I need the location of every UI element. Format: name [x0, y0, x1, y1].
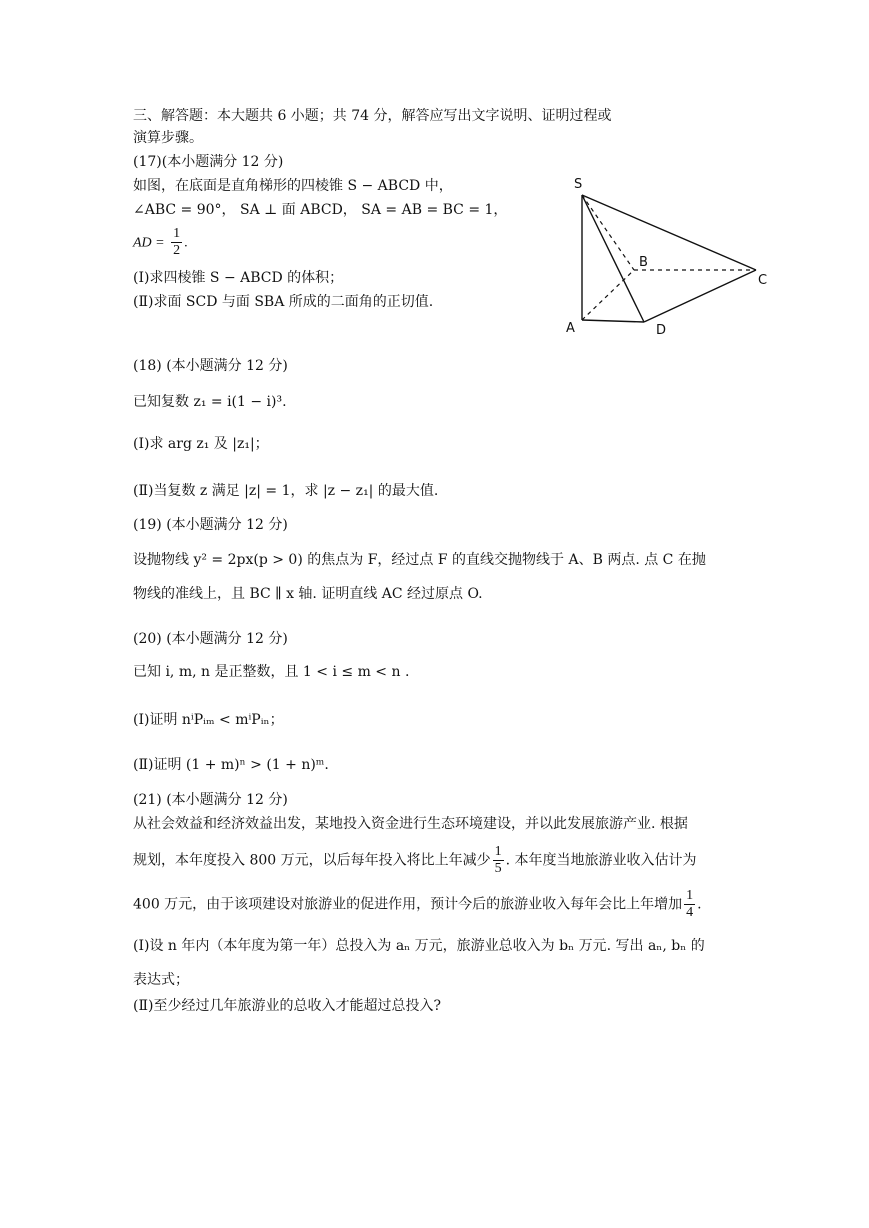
edge-AB-hidden	[582, 270, 634, 320]
edge-AD	[582, 320, 644, 322]
q21-text2-b: . 本年度当地旅游业收入估计为	[505, 852, 697, 869]
q21-text2	[133, 844, 697, 877]
section-header-line2: 演算步骤。	[133, 130, 203, 146]
q21-fraction-2: $\frac{1}{4}$	[686, 888, 694, 920]
edge-SC	[582, 195, 756, 270]
q18-text: 已知复数 z₁ = i(1 − i)³.	[133, 394, 287, 410]
pyramid-figure	[560, 170, 780, 340]
edge-SD	[582, 195, 644, 322]
q17-part2: (Ⅱ)求面 SCD 与面 SBA 所成的二面角的正切值.	[133, 294, 434, 310]
q20-text: 已知 i, m, n 是正整数，且 1 < i ≤ m < n .	[133, 664, 410, 680]
q21-text3	[133, 888, 702, 921]
q19-text2: 物线的准线上，且 BC ∥ x 轴. 证明直线 AC 经过原点 O.	[133, 586, 483, 602]
label-B: B	[639, 255, 648, 270]
q17-text2: ∠ABC = 90°， SA ⊥ 面 ABCD， SA = AB = BC = 1，	[133, 202, 508, 218]
label-S: S	[574, 177, 583, 192]
q17-fraction: $\frac{1}{2}$	[173, 226, 181, 258]
q17-text1: 如图，在底面是直角梯形的四棱锥 S − ABCD 中，	[133, 178, 453, 194]
q20-heading: (20) (本小题满分 12 分)	[133, 631, 288, 647]
label-C: C	[758, 273, 768, 288]
q21-part1: (Ⅰ)设 n 年内（本年度为第一年）总投入为 aₙ 万元，旅游业总收入为 bₙ 万元. 写出 aₙ, bₙ 的	[133, 938, 705, 954]
q21-fraction-1: $\frac{1}{5}$	[494, 844, 502, 876]
q21-text3-b: .	[697, 896, 702, 913]
q21-text2-a: 规划，本年度投入 800 万元，以后每年投入将比上年减少	[133, 852, 491, 869]
q21-text3-a: 400 万元，由于该项建设对旅游业的促进作用，预计今后的旅游业收入每年会比上年增加	[133, 896, 683, 913]
section-header-line1: 三、解答题：本大题共 6 小题；共 74 分，解答应写出文字说明、证明过程或	[133, 108, 612, 124]
q19-heading: (19) (本小题满分 12 分)	[133, 517, 288, 533]
label-D: D	[656, 323, 667, 338]
q18-part1: (Ⅰ)求 arg z₁ 及 |z₁|；	[133, 436, 269, 452]
q21-heading: (21) (本小题满分 12 分)	[133, 792, 288, 808]
q21-text1: 从社会效益和经济效益出发，某地投入资金进行生态环境建设，并以此发展旅游产业. 根据	[133, 816, 688, 832]
q18-part2: (Ⅱ)当复数 z 满足 |z| = 1，求 |z − z₁| 的最大值.	[133, 483, 439, 499]
q17-text3: AD = $\frac{1}{2}$ .	[133, 226, 188, 258]
q21-part1-cont: 表达式；	[133, 972, 189, 988]
q18-heading: (18) (本小题满分 12 分)	[133, 358, 288, 374]
q20-part2: (Ⅱ)证明 (1 + m)ⁿ > (1 + n)ᵐ.	[133, 757, 329, 773]
q17-heading: (17)(本小题满分 12 分)	[133, 154, 284, 170]
label-A: A	[566, 321, 575, 336]
q17-part1: (Ⅰ)求四棱锥 S − ABCD 的体积；	[133, 270, 344, 286]
q21-part2: (Ⅱ)至少经过几年旅游业的总收入才能超过总投入?	[133, 998, 441, 1014]
q20-part1: (Ⅰ)证明 nⁱPᵢₘ < mⁱPᵢₙ；	[133, 712, 284, 728]
edge-DC	[644, 270, 756, 322]
q17-ad-label: AD =	[133, 235, 165, 251]
q19-text1: 设抛物线 y² = 2px(p > 0) 的焦点为 F，经过点 F 的直线交抛物线于 A、B 两点. 点 C 在抛	[133, 552, 706, 568]
